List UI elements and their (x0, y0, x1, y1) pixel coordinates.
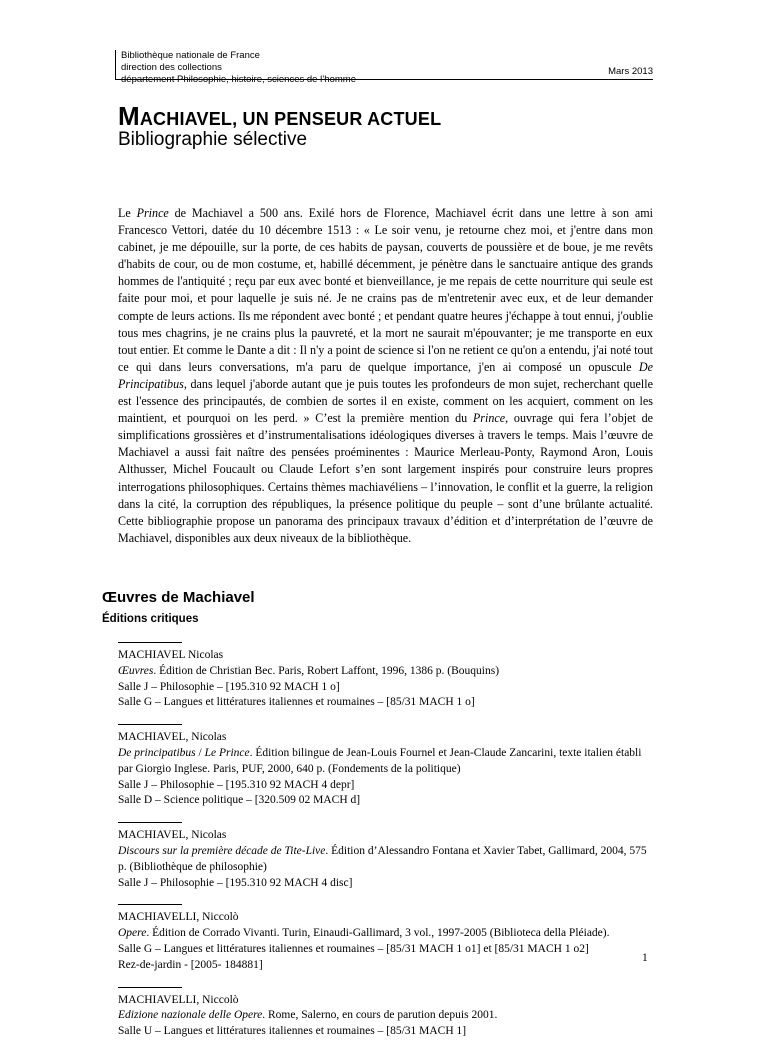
entry-rule (118, 904, 182, 905)
title-rest: ACHIAVEL, UN PENSEUR ACTUEL (139, 109, 442, 129)
document-header (115, 50, 653, 85)
page-number: 1 (642, 952, 648, 964)
entry-location: Salle D – Science politique – [320.509 02 MACH d] (118, 794, 361, 807)
entry-title-2: Le Prince (204, 746, 250, 759)
bibliography-entry (118, 822, 653, 891)
entry-details: . Édition d’Alessandro Fontana et Xavier Tabet, Gallimard, 2004, 575 p. (Bibliothèque de philosophie) (118, 844, 647, 873)
bibliography-entry (118, 724, 653, 809)
entry-location: Salle J – Philosophie – [195.310 92 MACH 4 depr] (118, 778, 355, 791)
entry-citation (118, 926, 653, 942)
entry-details: . Édition bilingue de Jean-Louis Fournel et Jean-Claude Zancarini, texte italien établi par Giorgio Inglese. Paris, PUF, 2000, 640 p. (Fondements de la politique) (118, 746, 642, 775)
entry-location: Salle U – Langues et littératures italiennes et roumaines – [85/31 MACH 1] (118, 1025, 467, 1038)
entry-title: Discours sur la première décade de Tite-Live (118, 844, 326, 857)
entry-citation (118, 844, 653, 876)
entry-author: MACHIAVELLI, Niccolò (118, 993, 239, 1006)
entry-author: MACHIAVELLI, Niccolò (118, 911, 239, 924)
intro-text-2: , dans lequel j'aborde autant que je puis toutes les profondeurs de mon sujet, recherchant quelle est l'essence des principautés, de combien de sortes il en existe, comment on les acquiert, comment on les maintient, et pourquoi on les perd. » C’est la première mention du (118, 376, 653, 426)
intro-paragraph: Le Prince de Machiavel a 500 ans. Exilé hors de Florence, Machiavel écrit dans une lettre à son ami Francesco Vettori, datée du 10 décembre 1513 : « Le soir venu, je retourne chez moi, et j'entre dans mon cabinet, je me dépouille, sur la porte, de ces habits de paysan, couverts de poussière et de boue, je me revêts d'habits de cour, ou de mon costume, et, habillé décemment, je pénètre dans le sanctuaire antique des grands hommes de l'antiquité ; reçu par eux avec bonté et bienveillance, je me repais de cette nourriture qui seule est faite pour moi, et pour laquelle je suis né. Je ne crains pas de m'entretenir avec eux, et de leur demander compte de leurs actions. Ils me répondent avec bonté ; et pendant quatre heures j'échappe à tout ennui, j'oublie tous mes chagrins, je ne crains plus la pauvreté, et la mort ne saurait m'épouvanter; je me transporte en eux tout entier. Et comme le Dante a dit : Il n'y a point de science si l'on ne retient ce qu'on a entendu, j'ai noté tout ce qui dans leurs conversations, m'a paru de quelque importance, j'en ai composé un opuscule De Principatibus, dans lequel j'aborde autant que je puis toutes les profondeurs de mon sujet, recherchant quelle est l'essence des principautés, de combien de sortes il en existe, comment on les acquiert, comment on les maintient, et pourquoi on les perd. » C’est la première mention du Prince, ouvrage qui fera l’objet de simplifications grossières et d’instrumentalisations idéologiques diverses à travers le temps. Mais l’œuvre de Machiavel a aussi fait naître des pensées proéminentes : Maurice Merleau-Ponty, Raymond Aron, Louis Althusser, Michel Foucault ou Claude Lefort s’en sont largement inspirés pour construire leurs propres interrogations philosophiques. Certains thèmes machiavéliens – l’innovation, le conflit et la guerre, la religion dans la cité, la corruption des républiques, la présence politique du peuple – sont d’une brûlante actualité. Cette bibliographie propose un panorama des principaux travaux d’édition et d’interprétation de l’œuvre de Machiavel, disponibles aux deux niveaux de la bibliothèque. (118, 206, 654, 545)
entry-rule (118, 642, 182, 643)
entry-separator: / (195, 746, 205, 759)
intro-italic-prince: Prince (136, 206, 169, 220)
entry-rule (118, 987, 182, 988)
bibliography-list (118, 642, 653, 1053)
entry-details: . Rome, Salerno, en cours de parution depuis 2001. (262, 1009, 498, 1022)
title-initial: M (118, 101, 140, 131)
entry-citation (118, 746, 653, 778)
entry-title: De principatibus (118, 746, 196, 759)
page-subtitle: Bibliographie sélective (118, 129, 308, 150)
entry-author: MACHIAVEL Nicolas (118, 649, 224, 661)
header-department: département Philosophie, histoire, sciences de l’homme (121, 74, 356, 85)
entry-title: Edizione nazionale delle Opere (118, 1009, 263, 1022)
entry-citation (118, 1008, 653, 1024)
header-institution: Bibliothèque nationale de France (121, 50, 260, 61)
bibliography-entry (118, 987, 653, 1040)
header-date: Mars 2013 (608, 66, 653, 77)
entry-title: Opere (118, 927, 147, 940)
entry-rule (118, 822, 182, 823)
bibliography-entry (118, 642, 653, 711)
intro-text-1: de Machiavel a 500 ans. Exilé hors de Florence, Machiavel écrit dans une lettre à son ami Francesco Vettori, datée du 10 décembre 1513 : « Le soir venu, je retourne chez moi, et j'entre dans mon cabinet, je me dépouille, sur la porte, de ces habits de paysan, couverts de poussière et de boue, je me revêts d'habits de cour, ou de mon costume, et, habillé décemment, je pénètre dans le sanctuaire antique des grands hommes de l'antiquité ; reçu par eux avec bonté et bienveillance, je me repais de cette nourriture qui seule est faite pour moi, et pour laquelle je suis né. Je ne crains pas de m'entretenir avec eux, et de leur demander compte de leurs actions. Ils me répondent avec bonté ; et pendant quatre heures j'échappe à tout ennui, j'oublie tous mes chagrins, je ne crains plus la pauvreté, et la mort ne saurait m'épouvanter; je me transporte en eux tout entier. Et comme le Dante a dit : Il n'y a point de science si l'on ne retient ce qu'on a entendu, j'ai noté tout ce qui dans leurs conversations, m'a paru de quelque importance, j'en ai composé un opuscule (118, 206, 653, 374)
entry-rule (118, 724, 182, 725)
page-title (118, 101, 441, 132)
entry-details: . Édition de Corrado Vivanti. Turin, Einaudi-Gallimard, 3 vol., 1997-2005 (Biblioteca della Pléiade). (146, 927, 610, 940)
intro-text-3: , ouvrage qui fera l’objet de simplifications grossières et d’instrumentalisations idéologiques diverses à travers le temps. Mais l’œuvre de Machiavel a aussi fait naître des pensées proéminentes : Maurice Merleau-Ponty, Raymond Aron, Louis Althusser, Michel Foucault ou Claude Lefort s’en sont largement inspirés pour construire leurs propres interrogations philosophiques. Certains thèmes machiavéliens – l’innovation, le conflit et la guerre, la religion dans la cité, la corruption des républiques, la présence politique du peuple – sont d’une brûlante actualité. Cette bibliographie propose un panorama des principaux travaux d’édition et d’interprétation de l’œuvre de Machiavel, disponibles aux deux niveaux de la bibliothèque. (118, 411, 654, 545)
entry-author: MACHIAVEL, Nicolas (118, 829, 227, 842)
entry-location: Salle J – Philosophie – [195.310 92 MACH 4 disc] (118, 876, 353, 889)
section-heading: Œuvres de Machiavel (102, 589, 255, 606)
entry-author: MACHIAVEL, Nicolas (118, 731, 227, 744)
subsection-heading: Éditions critiques (102, 613, 199, 625)
intro-italic-prince-2: Prince (472, 411, 506, 426)
intro-italic-principatibus: De Principatibus (118, 359, 653, 391)
entry-location: Salle G – Langues et littératures italiennes et roumaines – [85/31 MACH 1 o] (118, 696, 475, 709)
entry-location: Salle G – Langues et littératures italiennes et roumaines – [85/31 MACH 1 o1] et [85/31 MACH 1 o2] (118, 942, 589, 955)
entry-location: Salle J – Philosophie – [195.310 92 MACH 1 o] (118, 680, 340, 693)
entry-location: Rez-de-jardin - [2005- 184881] (118, 958, 263, 971)
entry-citation (118, 664, 653, 680)
entry-title: Œuvres (118, 664, 154, 677)
entry-details: . Édition de Christian Bec. Paris, Robert Laffont, 1996, 1386 p. (Bouquins) (153, 664, 500, 677)
header-direction: direction des collections (121, 62, 222, 73)
bibliography-entry (118, 904, 653, 973)
